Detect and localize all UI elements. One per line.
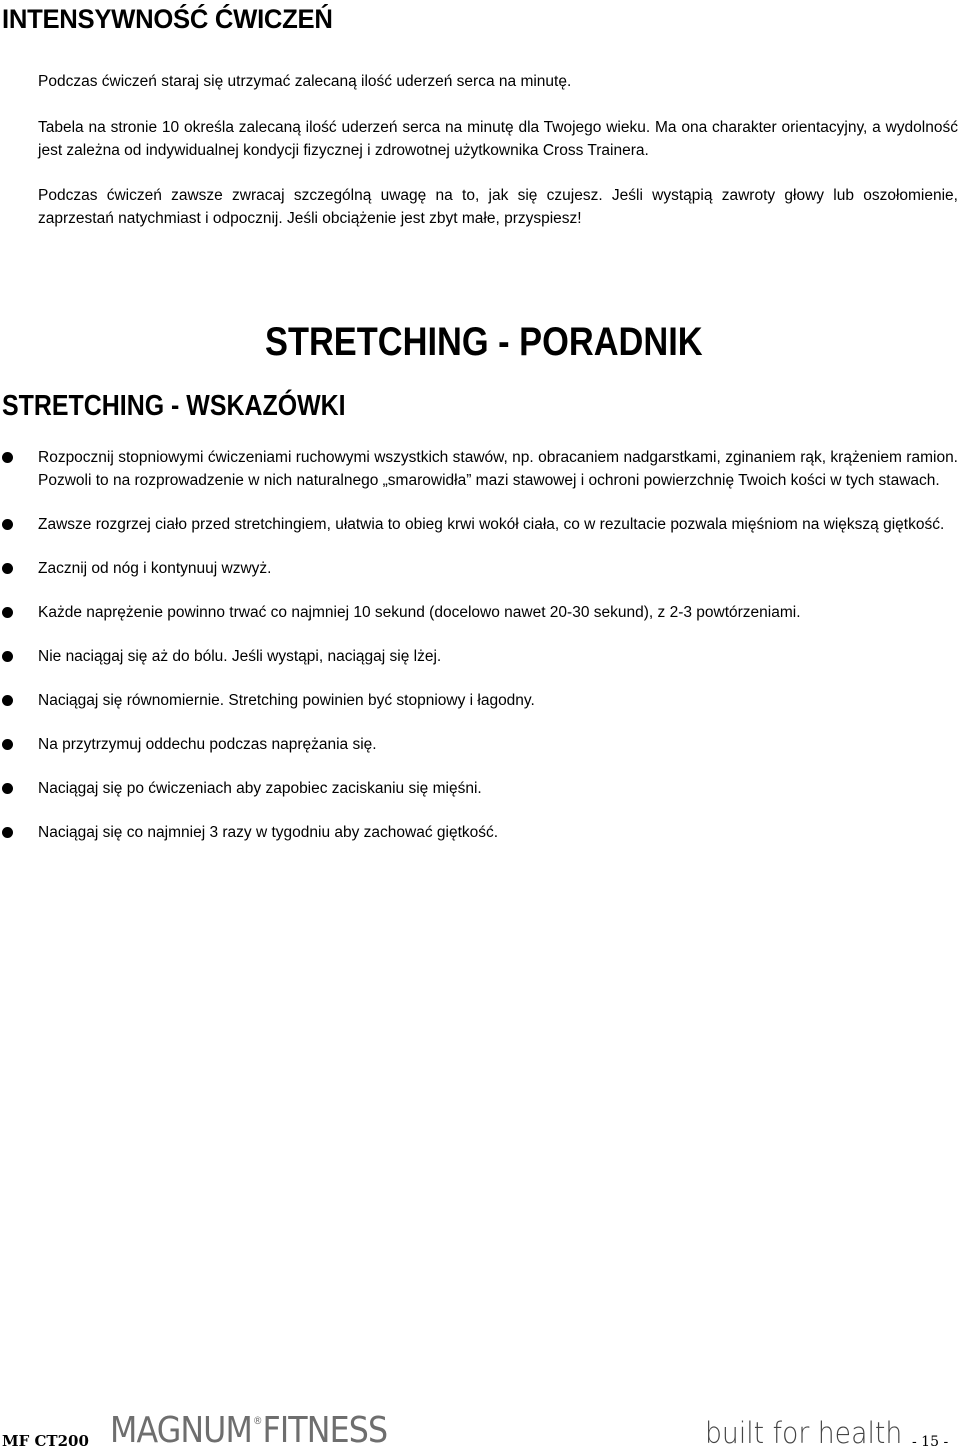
bullet-icon bbox=[2, 607, 13, 618]
stretching-guide-heading: STRETCHING - PORADNIK bbox=[265, 320, 703, 364]
bullet-icon bbox=[2, 783, 13, 794]
tagline: built for health bbox=[705, 1416, 903, 1450]
list-item bbox=[0, 777, 960, 800]
list-item bbox=[0, 446, 960, 492]
bullet-icon bbox=[2, 739, 13, 750]
intro-paragraph: Podczas ćwiczeń staraj się utrzymać zalecaną ilość uderzeń serca na minutę. bbox=[38, 73, 572, 90]
bullet-icon bbox=[2, 452, 13, 463]
tip-text: Nie naciągaj się aż do bólu. Jeśli wystąpi, naciągaj się lżej. bbox=[38, 648, 442, 665]
tip-text: Zawsze rozgrzej ciało przed stretchingiem, ułatwia to obieg krwi wokół ciała, co w rezultacie pozwala mięśniom na większą giętkość. bbox=[38, 516, 945, 533]
list-item bbox=[0, 513, 960, 536]
brand-logo bbox=[110, 1410, 387, 1451]
list-item bbox=[0, 601, 960, 624]
brand-logo-right: FITNESS bbox=[262, 1410, 388, 1451]
model-label: MF CT200 bbox=[2, 1432, 89, 1450]
tip-text: Naciągaj się równomiernie. Stretching powinien być stopniowy i łagodny. bbox=[38, 692, 535, 709]
list-item bbox=[0, 557, 960, 580]
bullet-icon bbox=[2, 651, 13, 662]
tip-text: Każde naprężenie powinno trwać co najmniej 10 sekund (docelowo nawet 20-30 sekund), z 2-3 powtórzeniami. bbox=[38, 604, 801, 621]
list-item bbox=[0, 733, 960, 756]
intro-paragraph: Podczas ćwiczeń zawsze zwracaj szczególną uwagę na to, jak się czujesz. Jeśli wystąpią zawroty głowy lub oszołomienie, zaprzestań natychmiast i odpocznij. Jeśli obciążenie jest zbyt małe, przyspiesz! bbox=[38, 187, 958, 227]
tip-text: Na przytrzymuj oddechu podczas naprężania się. bbox=[38, 736, 377, 753]
intro-paragraph: Tabela na stronie 10 określa zalecaną ilość uderzeń serca na minutę dla Twojego wieku. Ma ona charakter orientacyjny, a wydolność jest zależna od indywidualnej kondycji fizycznej i zdrowotnej użytkownika Cross Trainera. bbox=[38, 119, 958, 159]
brand-logo-left: MAGNUM bbox=[110, 1410, 252, 1451]
bullet-icon bbox=[2, 695, 13, 706]
intro-section bbox=[38, 184, 958, 230]
bullet-icon bbox=[2, 827, 13, 838]
intro-section bbox=[38, 116, 958, 162]
stretching-tips-heading: STRETCHING - WSKAZÓWKI bbox=[2, 390, 346, 422]
list-item bbox=[0, 821, 960, 844]
list-item bbox=[0, 645, 960, 668]
page-number: - 15 - bbox=[912, 1434, 949, 1450]
tip-text: Rozpocznij stopniowymi ćwiczeniami ruchowymi wszystkich stawów, np. obracaniem nadgarstkami, zginaniem rąk, krążeniem ramion. Pozwoli to na rozprowadzenie w nich naturalnego „smarowidła” mazi stawowej i ochroni powierzchnię Twoich kości w tych stawach. bbox=[38, 449, 958, 489]
page-title: INTENSYWNOŚĆ ĆWICZEŃ bbox=[2, 4, 333, 34]
tip-text: Zacznij od nóg i kontynuuj wzwyż. bbox=[38, 560, 272, 577]
intro-section bbox=[38, 70, 958, 93]
tip-text: Naciągaj się po ćwiczeniach aby zapobiec zaciskaniu się mięśni. bbox=[38, 780, 482, 797]
page-footer bbox=[0, 1400, 960, 1449]
registered-mark: ® bbox=[252, 1414, 262, 1427]
bullet-icon bbox=[2, 519, 13, 530]
bullet-icon bbox=[2, 563, 13, 574]
list-item bbox=[0, 689, 960, 712]
stretching-tips-list bbox=[0, 446, 960, 865]
tip-text: Naciągaj się co najmniej 3 razy w tygodniu aby zachować giętkość. bbox=[38, 824, 499, 841]
